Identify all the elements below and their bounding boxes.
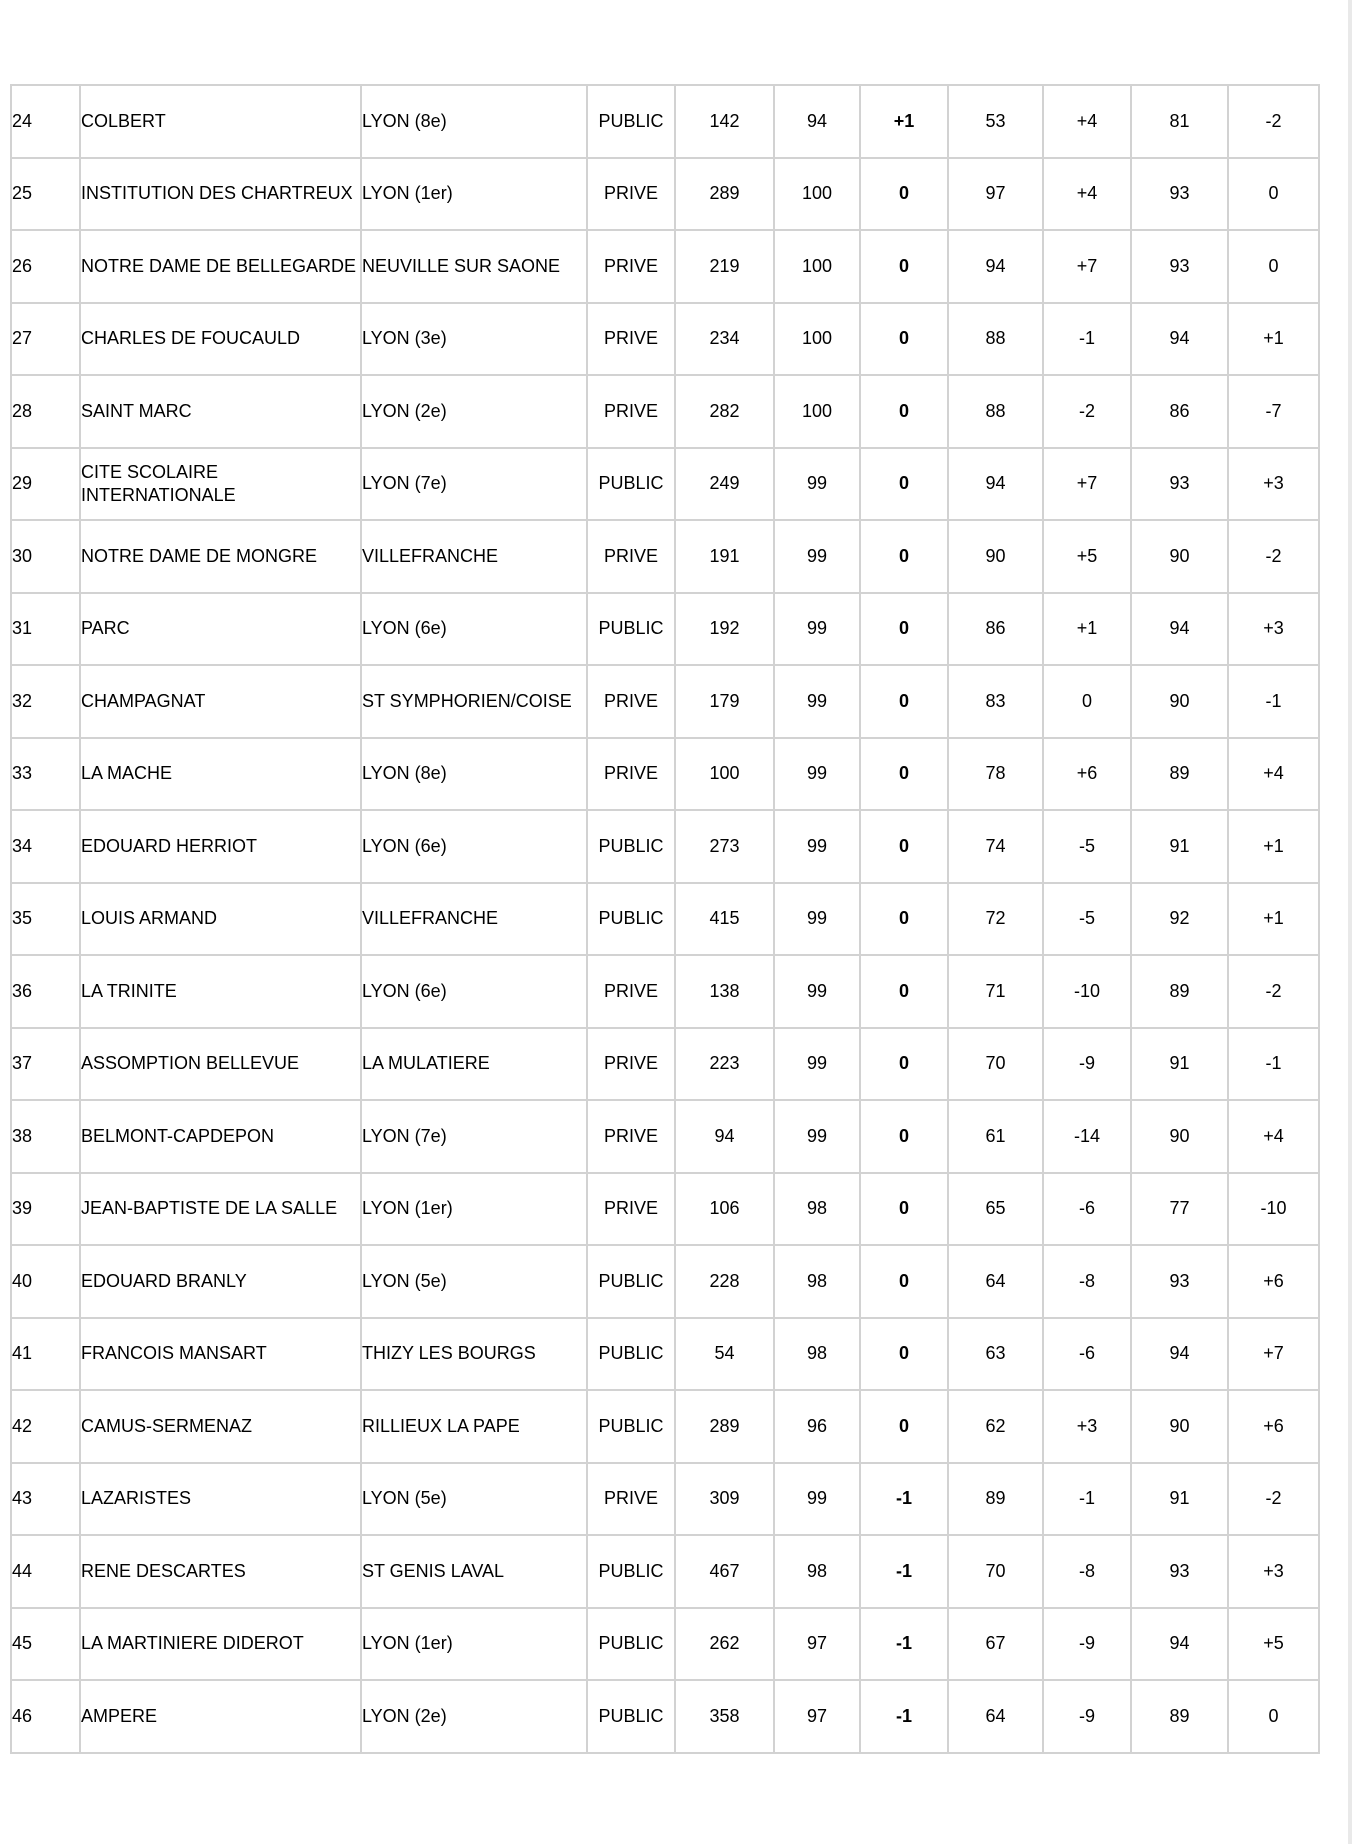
success-rate-cell: 99 (774, 810, 860, 883)
access-added-value-cell: +3 (1228, 593, 1319, 666)
access-rate-cell: 90 (1131, 665, 1228, 738)
table-row (11, 810, 1319, 883)
city-cell: LYON (1er) (361, 1173, 587, 1246)
school-name-cell: EDOUARD BRANLY (80, 1245, 361, 1318)
city-cell: LA MULATIERE (361, 1028, 587, 1101)
honours-rate-cell: 64 (948, 1680, 1043, 1753)
access-added-value-cell: +3 (1228, 448, 1319, 521)
candidates-cell: 415 (675, 883, 774, 956)
city-cell: LYON (5e) (361, 1463, 587, 1536)
city-cell: LYON (6e) (361, 955, 587, 1028)
city-cell: LYON (6e) (361, 810, 587, 883)
success-rate-cell: 99 (774, 1100, 860, 1173)
success-added-value-cell: 0 (860, 520, 948, 593)
candidates-cell: 100 (675, 738, 774, 811)
candidates-cell: 223 (675, 1028, 774, 1101)
sector-cell: PRIVE (587, 738, 675, 811)
honours-added-value-cell: -9 (1043, 1680, 1131, 1753)
rank-cell: 46 (11, 1680, 80, 1753)
city-cell: LYON (8e) (361, 85, 587, 158)
success-added-value-cell: 0 (860, 810, 948, 883)
access-added-value-cell: -10 (1228, 1173, 1319, 1246)
candidates-cell: 191 (675, 520, 774, 593)
rank-cell: 44 (11, 1535, 80, 1608)
access-added-value-cell: -2 (1228, 85, 1319, 158)
honours-rate-cell: 88 (948, 303, 1043, 376)
honours-added-value-cell: +7 (1043, 448, 1131, 521)
honours-rate-cell: 62 (948, 1390, 1043, 1463)
school-name-cell: CAMUS-SERMENAZ (80, 1390, 361, 1463)
success-added-value-cell: 0 (860, 1318, 948, 1391)
table-row (11, 1100, 1319, 1173)
honours-rate-cell: 53 (948, 85, 1043, 158)
city-cell: THIZY LES BOURGS (361, 1318, 587, 1391)
access-rate-cell: 91 (1131, 1028, 1228, 1101)
sector-cell: PUBLIC (587, 448, 675, 521)
access-rate-cell: 90 (1131, 1390, 1228, 1463)
access-rate-cell: 93 (1131, 158, 1228, 231)
table-row (11, 738, 1319, 811)
honours-added-value-cell: -9 (1043, 1028, 1131, 1101)
table-row (11, 158, 1319, 231)
access-added-value-cell: -1 (1228, 1028, 1319, 1101)
success-rate-cell: 94 (774, 85, 860, 158)
table-body (11, 85, 1319, 1753)
success-rate-cell: 99 (774, 448, 860, 521)
school-name-cell: LA TRINITE (80, 955, 361, 1028)
city-cell: RILLIEUX LA PAPE (361, 1390, 587, 1463)
rank-cell: 25 (11, 158, 80, 231)
access-rate-cell: 91 (1131, 810, 1228, 883)
access-added-value-cell: 0 (1228, 230, 1319, 303)
rank-cell: 29 (11, 448, 80, 521)
success-rate-cell: 100 (774, 303, 860, 376)
city-cell: LYON (7e) (361, 448, 587, 521)
honours-rate-cell: 94 (948, 448, 1043, 521)
honours-added-value-cell: -14 (1043, 1100, 1131, 1173)
rank-cell: 43 (11, 1463, 80, 1536)
success-added-value-cell: 0 (860, 1028, 948, 1101)
success-rate-cell: 99 (774, 593, 860, 666)
school-name-cell: LAZARISTES (80, 1463, 361, 1536)
honours-added-value-cell: -8 (1043, 1535, 1131, 1608)
school-name-cell: CHARLES DE FOUCAULD (80, 303, 361, 376)
honours-added-value-cell: 0 (1043, 665, 1131, 738)
honours-added-value-cell: -1 (1043, 303, 1131, 376)
success-rate-cell: 98 (774, 1535, 860, 1608)
rank-cell: 39 (11, 1173, 80, 1246)
candidates-cell: 54 (675, 1318, 774, 1391)
success-added-value-cell: 0 (860, 665, 948, 738)
success-added-value-cell: 0 (860, 1245, 948, 1318)
sector-cell: PRIVE (587, 520, 675, 593)
school-name-cell: COLBERT (80, 85, 361, 158)
success-rate-cell: 99 (774, 1028, 860, 1101)
honours-added-value-cell: +6 (1043, 738, 1131, 811)
access-rate-cell: 92 (1131, 883, 1228, 956)
candidates-cell: 142 (675, 85, 774, 158)
honours-rate-cell: 90 (948, 520, 1043, 593)
candidates-cell: 262 (675, 1608, 774, 1681)
table-row (11, 1535, 1319, 1608)
honours-rate-cell: 78 (948, 738, 1043, 811)
sector-cell: PUBLIC (587, 1680, 675, 1753)
access-added-value-cell: +7 (1228, 1318, 1319, 1391)
sector-cell: PRIVE (587, 1100, 675, 1173)
success-added-value-cell: -1 (860, 1680, 948, 1753)
rank-cell: 34 (11, 810, 80, 883)
table-row (11, 448, 1319, 521)
honours-added-value-cell: +5 (1043, 520, 1131, 593)
page-edge (1348, 0, 1352, 1844)
city-cell: VILLEFRANCHE (361, 520, 587, 593)
rank-cell: 35 (11, 883, 80, 956)
success-rate-cell: 100 (774, 158, 860, 231)
sector-cell: PRIVE (587, 665, 675, 738)
success-added-value-cell: 0 (860, 593, 948, 666)
table-row (11, 955, 1319, 1028)
success-added-value-cell: -1 (860, 1535, 948, 1608)
success-added-value-cell: 0 (860, 1100, 948, 1173)
school-name-cell: FRANCOIS MANSART (80, 1318, 361, 1391)
rank-cell: 33 (11, 738, 80, 811)
access-rate-cell: 93 (1131, 230, 1228, 303)
sector-cell: PUBLIC (587, 1535, 675, 1608)
success-rate-cell: 99 (774, 738, 860, 811)
access-rate-cell: 94 (1131, 1608, 1228, 1681)
sector-cell: PUBLIC (587, 1608, 675, 1681)
honours-added-value-cell: -5 (1043, 810, 1131, 883)
honours-rate-cell: 83 (948, 665, 1043, 738)
access-added-value-cell: +1 (1228, 303, 1319, 376)
candidates-cell: 192 (675, 593, 774, 666)
access-added-value-cell: +3 (1228, 1535, 1319, 1608)
sector-cell: PRIVE (587, 1463, 675, 1536)
city-cell: LYON (6e) (361, 593, 587, 666)
table-row (11, 1245, 1319, 1318)
school-name-cell: CITE SCOLAIRE INTERNATIONALE (80, 448, 361, 521)
city-cell: LYON (1er) (361, 1608, 587, 1681)
honours-rate-cell: 61 (948, 1100, 1043, 1173)
honours-added-value-cell: -8 (1043, 1245, 1131, 1318)
sector-cell: PRIVE (587, 1173, 675, 1246)
sector-cell: PUBLIC (587, 85, 675, 158)
candidates-cell: 106 (675, 1173, 774, 1246)
success-rate-cell: 97 (774, 1680, 860, 1753)
success-rate-cell: 98 (774, 1318, 860, 1391)
sector-cell: PRIVE (587, 230, 675, 303)
school-name-cell: LOUIS ARMAND (80, 883, 361, 956)
access-added-value-cell: -1 (1228, 665, 1319, 738)
access-added-value-cell: +1 (1228, 810, 1319, 883)
sector-cell: PRIVE (587, 303, 675, 376)
access-rate-cell: 89 (1131, 738, 1228, 811)
candidates-cell: 138 (675, 955, 774, 1028)
rank-cell: 42 (11, 1390, 80, 1463)
access-rate-cell: 94 (1131, 303, 1228, 376)
sector-cell: PUBLIC (587, 883, 675, 956)
honours-rate-cell: 67 (948, 1608, 1043, 1681)
school-name-cell: RENE DESCARTES (80, 1535, 361, 1608)
access-rate-cell: 86 (1131, 375, 1228, 448)
city-cell: LYON (8e) (361, 738, 587, 811)
success-added-value-cell: 0 (860, 1173, 948, 1246)
school-name-cell: AMPERE (80, 1680, 361, 1753)
sector-cell: PRIVE (587, 1028, 675, 1101)
sector-cell: PRIVE (587, 375, 675, 448)
table-row (11, 1463, 1319, 1536)
success-added-value-cell: 0 (860, 158, 948, 231)
rank-cell: 37 (11, 1028, 80, 1101)
candidates-cell: 219 (675, 230, 774, 303)
sector-cell: PUBLIC (587, 1245, 675, 1318)
access-rate-cell: 90 (1131, 520, 1228, 593)
honours-added-value-cell: -9 (1043, 1608, 1131, 1681)
table-row (11, 1680, 1319, 1753)
access-rate-cell: 93 (1131, 448, 1228, 521)
table-row (11, 593, 1319, 666)
access-added-value-cell: +1 (1228, 883, 1319, 956)
honours-rate-cell: 71 (948, 955, 1043, 1028)
city-cell: LYON (5e) (361, 1245, 587, 1318)
honours-rate-cell: 72 (948, 883, 1043, 956)
candidates-cell: 228 (675, 1245, 774, 1318)
school-name-cell: NOTRE DAME DE MONGRE (80, 520, 361, 593)
access-added-value-cell: +4 (1228, 738, 1319, 811)
rank-cell: 40 (11, 1245, 80, 1318)
success-rate-cell: 98 (774, 1173, 860, 1246)
honours-rate-cell: 86 (948, 593, 1043, 666)
sector-cell: PUBLIC (587, 810, 675, 883)
honours-added-value-cell: -6 (1043, 1173, 1131, 1246)
honours-added-value-cell: +4 (1043, 158, 1131, 231)
success-rate-cell: 99 (774, 955, 860, 1028)
honours-rate-cell: 70 (948, 1028, 1043, 1101)
honours-rate-cell: 89 (948, 1463, 1043, 1536)
success-added-value-cell: +1 (860, 85, 948, 158)
success-rate-cell: 99 (774, 883, 860, 956)
candidates-cell: 289 (675, 158, 774, 231)
school-name-cell: INSTITUTION DES CHARTREUX (80, 158, 361, 231)
success-rate-cell: 98 (774, 1245, 860, 1318)
city-cell: NEUVILLE SUR SAONE (361, 230, 587, 303)
ranking-table (10, 84, 1320, 1754)
access-added-value-cell: -2 (1228, 955, 1319, 1028)
table-row (11, 1608, 1319, 1681)
access-rate-cell: 89 (1131, 1680, 1228, 1753)
success-rate-cell: 97 (774, 1608, 860, 1681)
city-cell: ST GENIS LAVAL (361, 1535, 587, 1608)
table-row (11, 1173, 1319, 1246)
success-rate-cell: 100 (774, 375, 860, 448)
sector-cell: PUBLIC (587, 593, 675, 666)
rank-cell: 26 (11, 230, 80, 303)
candidates-cell: 282 (675, 375, 774, 448)
candidates-cell: 234 (675, 303, 774, 376)
access-added-value-cell: +6 (1228, 1390, 1319, 1463)
rank-cell: 24 (11, 85, 80, 158)
table-row (11, 1390, 1319, 1463)
success-added-value-cell: -1 (860, 1463, 948, 1536)
success-added-value-cell: 0 (860, 303, 948, 376)
honours-rate-cell: 94 (948, 230, 1043, 303)
table-row (11, 1028, 1319, 1101)
access-added-value-cell: 0 (1228, 1680, 1319, 1753)
table-row (11, 85, 1319, 158)
access-rate-cell: 91 (1131, 1463, 1228, 1536)
school-name-cell: BELMONT-CAPDEPON (80, 1100, 361, 1173)
success-added-value-cell: -1 (860, 1608, 948, 1681)
success-added-value-cell: 0 (860, 738, 948, 811)
candidates-cell: 309 (675, 1463, 774, 1536)
success-added-value-cell: 0 (860, 230, 948, 303)
honours-added-value-cell: -5 (1043, 883, 1131, 956)
rank-cell: 31 (11, 593, 80, 666)
success-added-value-cell: 0 (860, 375, 948, 448)
success-added-value-cell: 0 (860, 955, 948, 1028)
candidates-cell: 289 (675, 1390, 774, 1463)
rank-cell: 30 (11, 520, 80, 593)
access-rate-cell: 93 (1131, 1535, 1228, 1608)
rank-cell: 36 (11, 955, 80, 1028)
access-rate-cell: 89 (1131, 955, 1228, 1028)
school-name-cell: NOTRE DAME DE BELLEGARDE (80, 230, 361, 303)
rank-cell: 28 (11, 375, 80, 448)
school-name-cell: LA MARTINIERE DIDEROT (80, 1608, 361, 1681)
table-row (11, 1318, 1319, 1391)
candidates-cell: 358 (675, 1680, 774, 1753)
rank-cell: 38 (11, 1100, 80, 1173)
success-added-value-cell: 0 (860, 448, 948, 521)
honours-added-value-cell: -6 (1043, 1318, 1131, 1391)
access-rate-cell: 94 (1131, 593, 1228, 666)
success-added-value-cell: 0 (860, 1390, 948, 1463)
sector-cell: PRIVE (587, 955, 675, 1028)
sector-cell: PRIVE (587, 158, 675, 231)
honours-added-value-cell: +3 (1043, 1390, 1131, 1463)
access-added-value-cell: +5 (1228, 1608, 1319, 1681)
table-row (11, 520, 1319, 593)
rank-cell: 45 (11, 1608, 80, 1681)
honours-rate-cell: 88 (948, 375, 1043, 448)
table-row (11, 883, 1319, 956)
honours-rate-cell: 74 (948, 810, 1043, 883)
table-row (11, 230, 1319, 303)
access-added-value-cell: +4 (1228, 1100, 1319, 1173)
candidates-cell: 179 (675, 665, 774, 738)
school-name-cell: JEAN-BAPTISTE DE LA SALLE (80, 1173, 361, 1246)
honours-rate-cell: 65 (948, 1173, 1043, 1246)
honours-rate-cell: 97 (948, 158, 1043, 231)
honours-added-value-cell: -1 (1043, 1463, 1131, 1536)
rank-cell: 41 (11, 1318, 80, 1391)
sector-cell: PUBLIC (587, 1390, 675, 1463)
success-added-value-cell: 0 (860, 883, 948, 956)
honours-added-value-cell: +1 (1043, 593, 1131, 666)
table-row (11, 665, 1319, 738)
honours-added-value-cell: -2 (1043, 375, 1131, 448)
city-cell: LYON (2e) (361, 375, 587, 448)
candidates-cell: 467 (675, 1535, 774, 1608)
honours-added-value-cell: -10 (1043, 955, 1131, 1028)
access-added-value-cell: -7 (1228, 375, 1319, 448)
honours-added-value-cell: +4 (1043, 85, 1131, 158)
city-cell: ST SYMPHORIEN/COISE (361, 665, 587, 738)
school-name-cell: CHAMPAGNAT (80, 665, 361, 738)
access-added-value-cell: -2 (1228, 1463, 1319, 1536)
access-rate-cell: 94 (1131, 1318, 1228, 1391)
city-cell: VILLEFRANCHE (361, 883, 587, 956)
success-rate-cell: 100 (774, 230, 860, 303)
city-cell: LYON (7e) (361, 1100, 587, 1173)
city-cell: LYON (1er) (361, 158, 587, 231)
school-name-cell: SAINT MARC (80, 375, 361, 448)
rank-cell: 27 (11, 303, 80, 376)
access-rate-cell: 93 (1131, 1245, 1228, 1318)
city-cell: LYON (3e) (361, 303, 587, 376)
success-rate-cell: 96 (774, 1390, 860, 1463)
candidates-cell: 94 (675, 1100, 774, 1173)
access-rate-cell: 81 (1131, 85, 1228, 158)
city-cell: LYON (2e) (361, 1680, 587, 1753)
honours-rate-cell: 64 (948, 1245, 1043, 1318)
honours-rate-cell: 70 (948, 1535, 1043, 1608)
sector-cell: PUBLIC (587, 1318, 675, 1391)
school-name-cell: EDOUARD HERRIOT (80, 810, 361, 883)
table-row (11, 303, 1319, 376)
success-rate-cell: 99 (774, 520, 860, 593)
access-rate-cell: 90 (1131, 1100, 1228, 1173)
candidates-cell: 273 (675, 810, 774, 883)
access-added-value-cell: 0 (1228, 158, 1319, 231)
access-added-value-cell: +6 (1228, 1245, 1319, 1318)
rank-cell: 32 (11, 665, 80, 738)
honours-rate-cell: 63 (948, 1318, 1043, 1391)
school-name-cell: LA MACHE (80, 738, 361, 811)
success-rate-cell: 99 (774, 665, 860, 738)
access-added-value-cell: -2 (1228, 520, 1319, 593)
success-rate-cell: 99 (774, 1463, 860, 1536)
school-name-cell: PARC (80, 593, 361, 666)
candidates-cell: 249 (675, 448, 774, 521)
honours-added-value-cell: +7 (1043, 230, 1131, 303)
access-rate-cell: 77 (1131, 1173, 1228, 1246)
table-row (11, 375, 1319, 448)
school-name-cell: ASSOMPTION BELLEVUE (80, 1028, 361, 1101)
